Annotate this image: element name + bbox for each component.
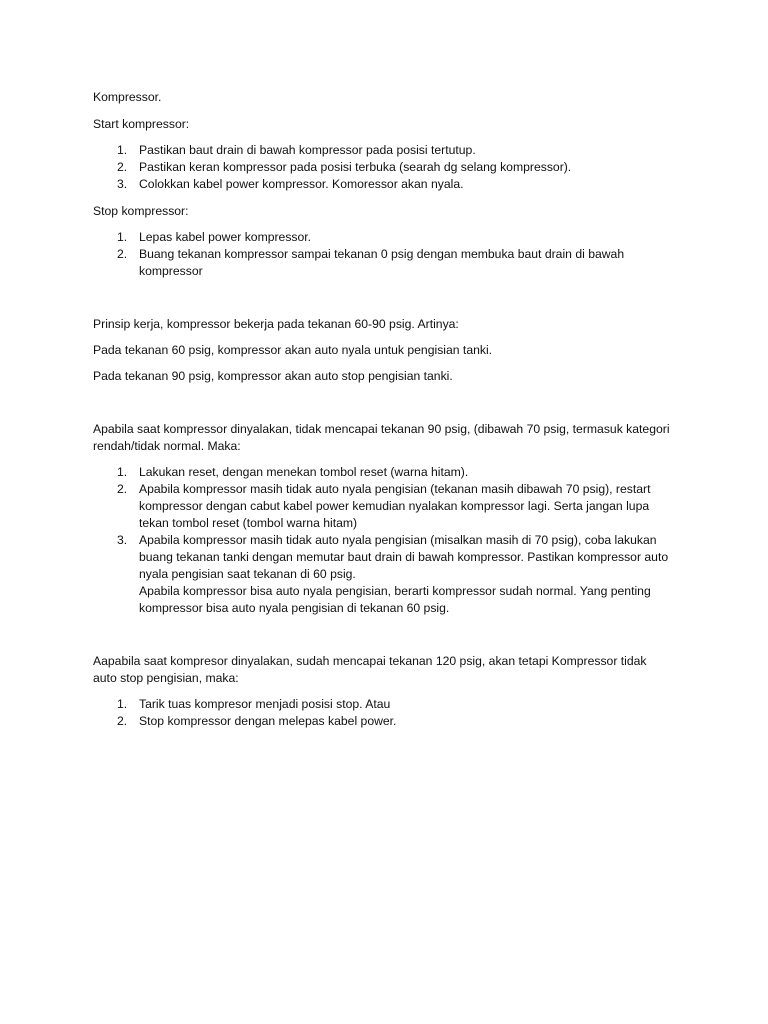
start-heading: Start kompressor: [93,117,190,131]
document-page [93,89,673,730]
list-item: 1. Lepas kabel power kompressor. [117,230,312,244]
list-item-extra-text: Apabila kompressor bisa auto nyala pengisian, berarti kompressor sudah normal. Yang penting kompressor bisa auto nyala pengisian di tekanan 60 psig. [139,584,651,615]
list-item: 1. Tarik tuas kompresor menjadi posisi stop. Atau [117,697,391,711]
stop-heading: Stop kompressor: [93,204,189,218]
list-item-text: Apabila kompressor masih tidak auto nyala pengisian (misalkan masih di 70 psig), coba lakukan buang tekanan tanki dengan memutar baut drain di bawah kompressor. Pastikan kompressor auto nyala pengisian saat tekanan di 60 psig. [139,533,669,581]
list-item-text: Lakukan reset, dengan menekan tombol reset (warna hitam). [139,465,469,479]
list-item-text: Stop kompressor dengan melepas kabel power. [139,714,397,728]
list-item-text: Apabila kompressor masih tidak auto nyala pengisian (tekanan masih dibawah 70 psig), restart kompressor dengan cabut kabel power kemudian nyalakan kompressor lagi. Serta jangan lupa tekan tombol reset (tombol warna hitam) [139,482,651,530]
list-item: 2. Stop kompressor dengan melepas kabel power. [117,714,397,728]
aapabila-intro: Aapabila saat kompresor dinyalakan, sudah mencapai tekanan 120 psig, akan tetapi Kompressor tidak auto stop pengisian, maka: [93,654,647,685]
stop-list [93,229,673,280]
start-list [93,142,673,193]
apabila-intro: Apabila saat kompressor dinyalakan, tidak mencapai tekanan 90 psig, (dibawah 70 psig, termasuk kategori rendah/tidak normal. Maka: [93,422,670,453]
list-item-text: Colokkan kabel power kompressor. Komoressor akan nyala. [139,177,464,191]
aapabila-list [93,696,673,730]
list-item-text: Pastikan baut drain di bawah kompressor pada posisi tertutup. [139,143,476,157]
apabila-list [93,464,673,617]
list-item: 1. Lakukan reset, dengan menekan tombol reset (warna hitam). [117,465,469,479]
list-item: 2. Apabila kompressor masih tidak auto nyala pengisian (tekanan masih dibawah 70 psig), restart kompressor dengan cabut kabel power kemudian nyalakan kompressor lagi. Serta jangan lupa tekan tombol reset (tombol warna hitam) [117,482,651,530]
prinsip-line-3: Pada tekanan 90 psig, kompressor akan auto stop pengisian tanki. [93,369,453,383]
list-item: 1. Pastikan baut drain di bawah kompressor pada posisi tertutup. [117,143,476,157]
list-item: 2. Pastikan keran kompressor pada posisi terbuka (searah dg selang kompressor). [117,160,572,174]
list-item: 3. Colokkan kabel power kompressor. Komoressor akan nyala. [117,177,464,191]
list-item-text: Buang tekanan kompressor sampai tekanan 0 psig dengan membuka baut drain di bawah kompressor [139,247,625,278]
list-item-text: Lepas kabel power kompressor. [139,230,312,244]
list-item-text: Tarik tuas kompresor menjadi posisi stop. Atau [139,697,391,711]
list-item-text: Pastikan keran kompressor pada posisi terbuka (searah dg selang kompressor). [139,160,572,174]
prinsip-line-1: Prinsip kerja, kompressor bekerja pada tekanan 60-90 psig. Artinya: [93,317,459,331]
list-item: 3. Apabila kompressor masih tidak auto nyala pengisian (misalkan masih di 70 psig), coba lakukan buang tekanan tanki dengan memutar baut drain di bawah kompressor. Pastikan kompressor auto nyala pengisian saat tekanan di 60 psig. Apabila kompressor bisa auto nyala pengisian, berarti kompressor sudah normal. Yang penting kompressor bisa auto nyala pengisian di tekanan 60 psig. [117,533,669,615]
document-title: Kompressor. [93,90,162,104]
list-item: 2. Buang tekanan kompressor sampai tekanan 0 psig dengan membuka baut drain di bawah kompressor [117,247,625,278]
prinsip-line-2: Pada tekanan 60 psig, kompressor akan auto nyala untuk pengisian tanki. [93,343,493,357]
